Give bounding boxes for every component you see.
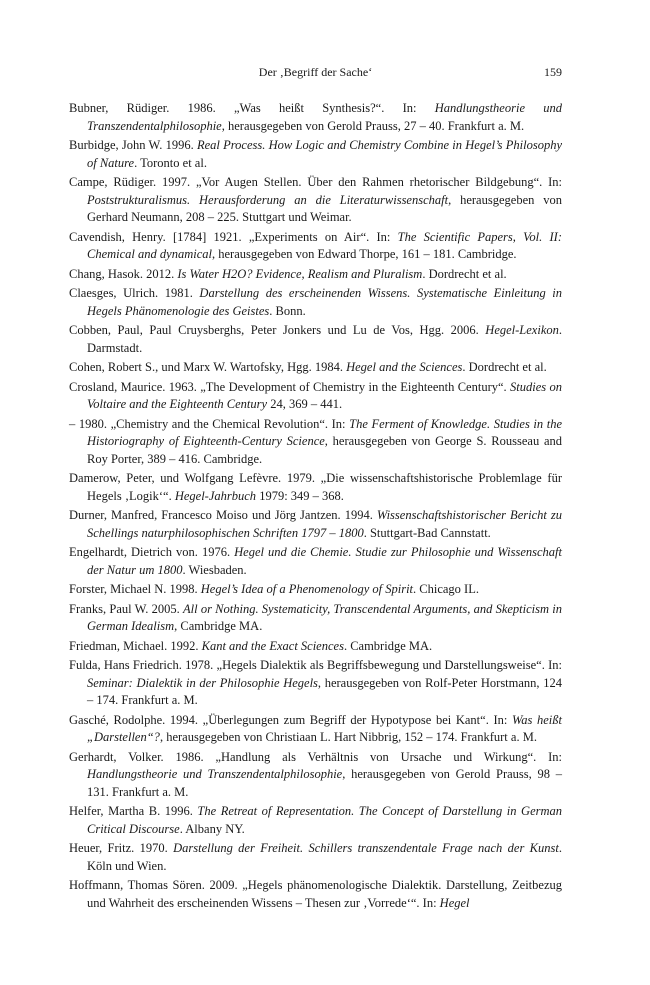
reference-title: Was heißt „Darstellen“? <box>87 712 562 744</box>
reference-title: Darstellung der Freiheit. Schillers transzendentale Frage nach der Kunst <box>173 841 559 855</box>
reference-text: , herausgegeben von Gerhard Neumann, 208 – 225. Stuttgart und Weimar. <box>87 192 562 224</box>
reference-title: The Scientific Papers, Vol. II: Chemical and dynamical <box>87 229 562 261</box>
reference-entry <box>69 100 562 135</box>
reference-text: Helfer, Martha B. 1996. <box>69 804 198 818</box>
bibliography-list <box>69 100 562 914</box>
reference-title: Wissenschaftshistorischer Bericht zu Schellings naturphilosophischen Schriften 1797 – 1800 <box>87 508 563 540</box>
reference-text: . Stuttgart-Bad Cannstatt. <box>363 525 491 540</box>
reference-entry <box>69 749 562 802</box>
reference-text: – 1980. „Chemistry and the Chemical Revolution“. In: <box>69 416 350 431</box>
reference-title: Is Water H2O? Evidence, Realism and Pluralism <box>177 266 423 281</box>
reference-text: 24, 369 – 441. <box>267 397 343 411</box>
reference-text: . Toronto et al. <box>134 155 207 170</box>
reference-title: Seminar: Dialektik in der Philosophie Hegels <box>87 675 318 690</box>
reference-text: 1979: 349 – 368. <box>256 488 344 503</box>
reference-text: , herausgegeben von Gerold Prauss, 27 – 40. Frankfurt a. M. <box>221 118 525 133</box>
reference-text: Cobben, Paul, Paul Cruysberghs, Peter Jonkers und Lu de Vos, Hgg. 2006. <box>69 323 486 337</box>
reference-text: , herausgegeben von Edward Thorpe, 161 – 181. Cambridge. <box>211 247 517 261</box>
running-title: Der ‚Begriff der Sache‘ <box>258 65 373 79</box>
reference-text: Forster, Michael N. 1998. <box>69 582 201 596</box>
reference-text: Campe, Rüdiger. 1997. „Vor Augen Stellen. Über den Rahmen rhetorischer Bildgebung“. In: <box>69 175 562 189</box>
reference-title: Hegel-Jahrbuch <box>174 488 257 503</box>
reference-text: Cohen, Robert S., und Marx W. Wartofsky, Hgg. 1984. <box>69 360 347 374</box>
reference-text: Gasché, Rodolphe. 1994. „Überlegungen zum Begriff der Hypotypose bei Kant“. In: <box>69 712 512 727</box>
reference-text: , herausgegeben von Christiaan L. Hart Nibbrig, 152 – 174. Frankfurt a. M. <box>159 730 537 744</box>
reference-title: Handlungstheorie und Transzendentalphilosophie <box>87 101 562 133</box>
reference-title: Darstellung des erscheinenden Wissens. Systematische Einleitung in Hegels Phänomenologie des Geistes <box>87 286 562 318</box>
reference-text: , herausgegeben von Gerold Prauss, 98 – 131. Frankfurt a. M. <box>87 767 562 799</box>
reference-text: Engelhardt, Dietrich von. 1976. <box>69 545 235 559</box>
reference-entry <box>69 379 562 414</box>
reference-title: The Retreat of Representation. The Concept of Darstellung in German Critical Discourse <box>87 804 563 836</box>
reference-text: , herausgegeben von George S. Rousseau and Roy Porter, 389 – 416. Cambridge. <box>87 434 562 466</box>
reference-text: . Albany NY. <box>179 821 245 836</box>
reference-text: Cavendish, Henry. [1784] 1921. „Experiments on Air“. In: <box>69 229 398 244</box>
reference-entry <box>69 638 562 656</box>
reference-text: Chang, Hasok. 2012. <box>69 266 178 281</box>
reference-text: . Cambridge MA. <box>343 638 433 653</box>
reference-text: . Wiesbaden. <box>182 562 247 577</box>
reference-text: Claesges, Ulrich. 1981. <box>69 286 200 300</box>
reference-title: Hegel and the Sciences <box>346 360 463 374</box>
reference-title: Hegel <box>439 895 470 910</box>
reference-entry <box>69 657 562 710</box>
reference-entry <box>69 416 562 469</box>
reference-text: Gerhardt, Volker. 1986. „Handlung als Verhältnis von Ursache und Wirkung“. In: <box>69 749 562 764</box>
reference-text: Hoffmann, Thomas Sören. 2009. „Hegels phänomenologische Dialektik. Darstellung, Zeitbezug und Wahrheit des erscheinenden Wissens – Thesen zur ‚Vorrede‘“. In: <box>69 878 562 910</box>
reference-title: Kant and the Exact Sciences <box>201 638 344 653</box>
reference-title: The Ferment of Knowledge. Studies in the Historiography of Eighteenth-Century Science <box>87 416 562 448</box>
reference-entry <box>69 840 562 875</box>
reference-text: Heuer, Fritz. 1970. <box>69 841 174 855</box>
reference-text: Bubner, Rüdiger. 1986. „Was heißt Synthesis?“. In: <box>69 101 435 115</box>
reference-text: Durner, Manfred, Francesco Moiso und Jörg Jantzen. 1994. <box>69 508 377 522</box>
reference-text: Franks, Paul W. 2005. <box>69 601 183 616</box>
reference-title: All or Nothing. Systematicity, Transcendental Arguments, and Skepticism in German Idealism <box>87 601 562 633</box>
reference-entry <box>69 601 562 636</box>
reference-title: Hegel’s Idea of a Phenomenology of Spirit <box>200 582 414 596</box>
reference-entry <box>69 174 562 227</box>
reference-entry <box>69 229 562 264</box>
reference-title: Hegel-Lexikon <box>485 323 559 337</box>
reference-title: Hegel und die Chemie. Studie zur Philosophie und Wissenschaft der Natur um 1800 <box>87 545 563 577</box>
reference-entry <box>69 507 562 542</box>
reference-text: . Köln und Wien. <box>87 841 562 873</box>
reference-entry <box>69 359 562 377</box>
reference-title: Poststrukturalismus. Herausforderung an die Literaturwissenschaft <box>87 192 449 207</box>
reference-entry <box>69 544 562 579</box>
reference-text: . Darmstadt. <box>87 323 562 355</box>
reference-text: , herausgegeben von Rolf-Peter Horstmann, 124 – 174. Frankfurt a. M. <box>87 675 562 707</box>
reference-text: Fulda, Hans Friedrich. 1978. „Hegels Dialektik als Begriffsbewegung und Darstellungsweise“. In: <box>69 658 562 672</box>
reference-text: . Chicago IL. <box>413 582 479 596</box>
reference-entry <box>69 285 562 320</box>
reference-entry <box>69 581 562 599</box>
reference-text: . Bonn. <box>269 303 306 318</box>
reference-text: Burbidge, John W. 1996. <box>69 138 197 152</box>
reference-entry <box>69 322 562 357</box>
reference-text: , Cambridge MA. <box>174 619 263 633</box>
reference-entry <box>69 470 562 505</box>
reference-text: Crosland, Maurice. 1963. „The Development of Chemistry in the Eighteenth Century“. <box>69 379 511 394</box>
reference-title: Studies on Voltaire and the Eighteenth Century <box>87 379 563 411</box>
page-number: 159 <box>544 65 562 79</box>
reference-title: Real Process. How Logic and Chemistry Combine in Hegel’s Philosophy of Nature <box>87 138 563 170</box>
reference-entry <box>69 137 562 172</box>
reference-text: . Dordrecht et al. <box>462 360 547 374</box>
reference-title: Handlungstheorie und Transzendentalphilosophie <box>87 767 343 781</box>
reference-entry <box>69 877 562 912</box>
reference-text: Damerow, Peter, und Wolfgang Lefèvre. 1979. „Die wissenschaftshistorische Problemlage für Hegels ‚Logik‘“. <box>69 471 562 503</box>
reference-entry <box>69 712 562 747</box>
reference-text: Friedman, Michael. 1992. <box>69 638 202 653</box>
reference-entry <box>69 803 562 838</box>
reference-entry <box>69 266 562 284</box>
reference-text: . Dordrecht et al. <box>422 266 507 281</box>
